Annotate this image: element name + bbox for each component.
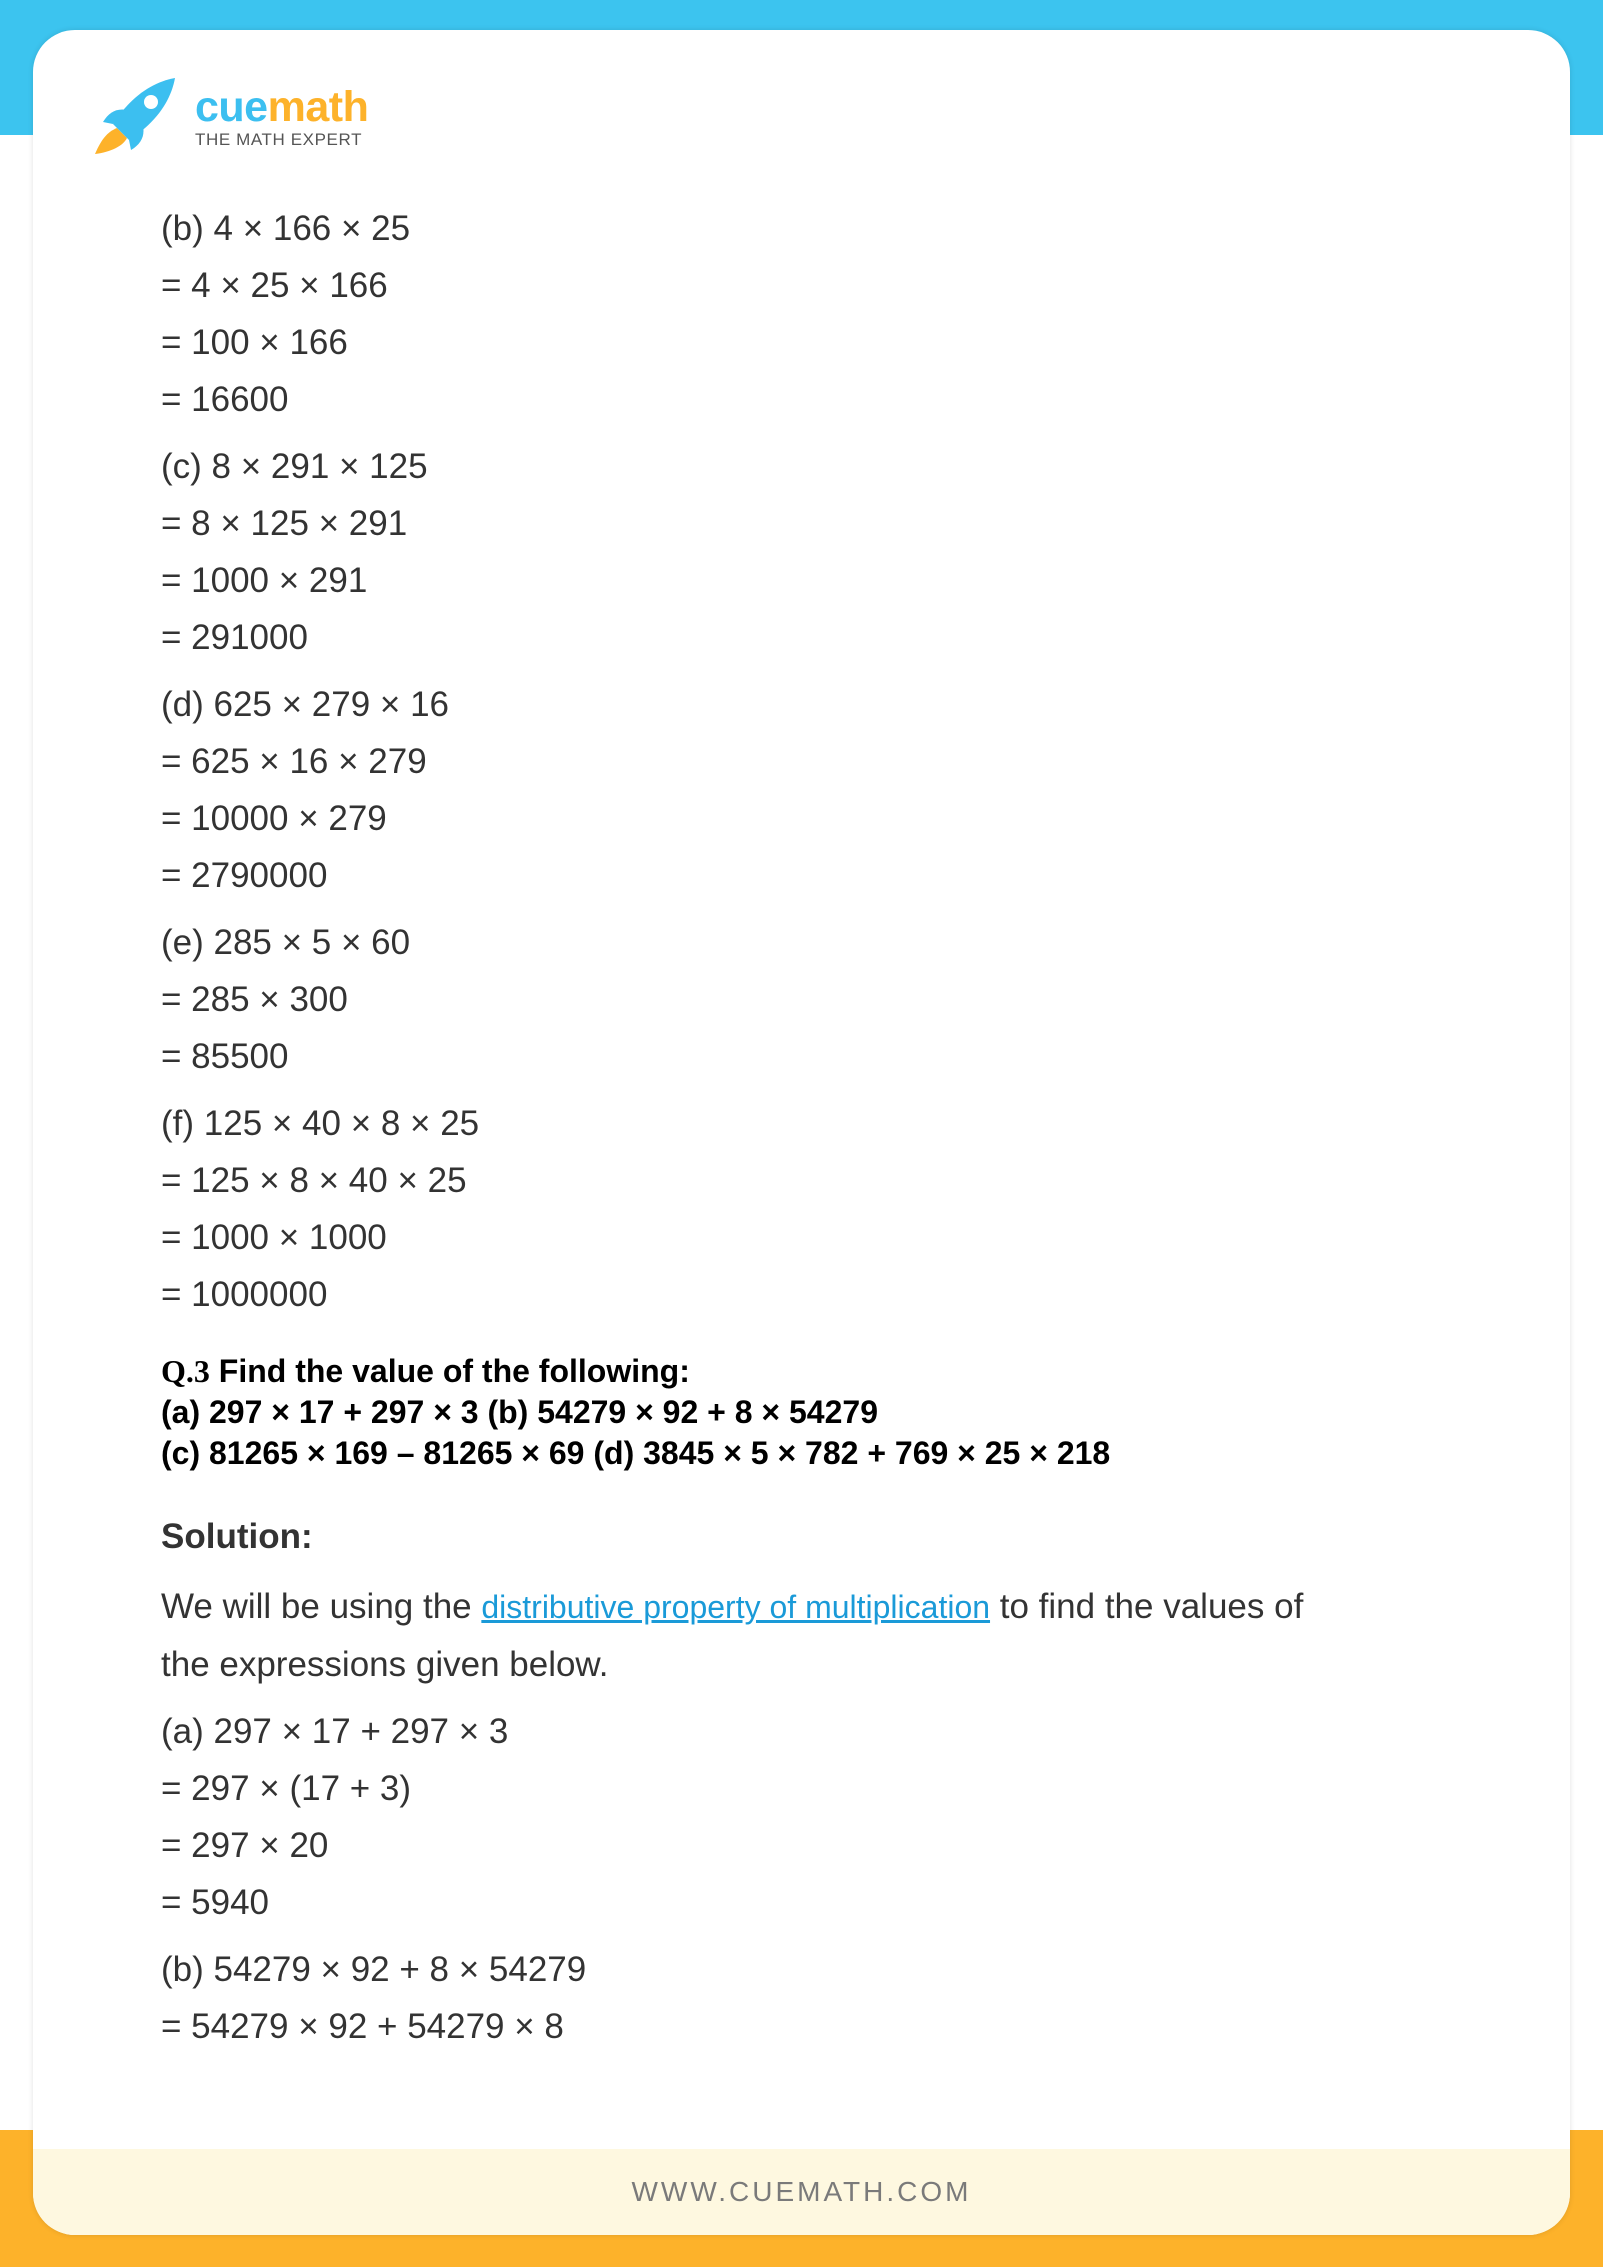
question-parts-ab: (a) 297 × 17 + 297 × 3 (b) 54279 × 92 + 8 × 54279 xyxy=(161,1394,878,1430)
math-step-block xyxy=(161,1941,1461,2055)
math-step: = 10000 × 279 xyxy=(161,799,387,838)
math-step: = 85500 xyxy=(161,1037,289,1076)
intro-text-after: to find the values of xyxy=(990,1587,1304,1626)
question-title-line xyxy=(161,1351,1461,1392)
footer-url[interactable]: WWW.CUEMATH.COM xyxy=(631,2176,972,2207)
intro-text-line2: the expressions given below. xyxy=(161,1645,609,1684)
math-step: = 2790000 xyxy=(161,856,328,895)
document-body xyxy=(161,200,1461,2065)
logo-tagline: THE MATH EXPERT xyxy=(195,130,363,149)
question-number: Q.3 xyxy=(161,1353,210,1389)
logo-wordmark xyxy=(195,84,368,130)
math-expression: (a) 297 × 17 + 297 × 3 xyxy=(161,1712,509,1751)
math-step: = 8 × 125 × 291 xyxy=(161,504,408,543)
math-step: = 297 × 20 xyxy=(161,1826,329,1865)
math-expression: (e) 285 × 5 × 60 xyxy=(161,923,411,962)
math-step-block xyxy=(161,438,1461,666)
solution-steps-part2 xyxy=(161,1703,1461,2055)
math-expression: (d) 625 × 279 × 16 xyxy=(161,685,449,724)
math-step: = 16600 xyxy=(161,380,289,419)
cuemath-logo[interactable] xyxy=(91,74,368,158)
math-step: = 1000 × 291 xyxy=(161,561,368,600)
question-3 xyxy=(161,1351,1461,1474)
question-parts-cd: (c) 81265 × 169 – 81265 × 69 (d) 3845 × 5 × 782 + 769 × 25 × 218 xyxy=(161,1435,1111,1471)
math-step: = 5940 xyxy=(161,1883,270,1922)
math-step-block xyxy=(161,1703,1461,1931)
math-step: = 297 × (17 + 3) xyxy=(161,1769,412,1808)
math-expression: (f) 125 × 40 × 8 × 25 xyxy=(161,1104,480,1143)
math-step: = 625 × 16 × 279 xyxy=(161,742,427,781)
solution-steps-part1 xyxy=(161,200,1461,1323)
math-expression: (b) 54279 × 92 + 8 × 54279 xyxy=(161,1950,587,1989)
math-step: = 285 × 300 xyxy=(161,980,348,1019)
math-step-block xyxy=(161,1095,1461,1323)
rocket-icon xyxy=(91,74,181,158)
math-step: = 4 × 25 × 166 xyxy=(161,266,388,305)
intro-text-before: We will be using the xyxy=(161,1587,482,1626)
footer xyxy=(33,2149,1570,2235)
math-step-block xyxy=(161,676,1461,904)
math-expression: (c) 8 × 291 × 125 xyxy=(161,447,428,486)
math-step-block xyxy=(161,914,1461,1085)
logo-name-part1: cue xyxy=(195,83,268,131)
math-step: = 54279 × 92 + 54279 × 8 xyxy=(161,2007,564,2046)
math-step: = 1000000 xyxy=(161,1275,328,1314)
math-step-block xyxy=(161,200,1461,428)
math-step: = 1000 × 1000 xyxy=(161,1218,387,1257)
solution-intro xyxy=(161,1578,1461,1693)
distributive-property-link[interactable]: distributive property of multiplication xyxy=(481,1589,991,1625)
math-expression: (b) 4 × 166 × 25 xyxy=(161,209,411,248)
question-title: Find the value of the following: xyxy=(218,1353,690,1389)
solution-heading: Solution: xyxy=(161,1517,313,1556)
math-step: = 291000 xyxy=(161,618,308,657)
math-step: = 125 × 8 × 40 × 25 xyxy=(161,1161,467,1200)
logo-name-part2: math xyxy=(267,83,369,131)
math-step: = 100 × 166 xyxy=(161,323,348,362)
